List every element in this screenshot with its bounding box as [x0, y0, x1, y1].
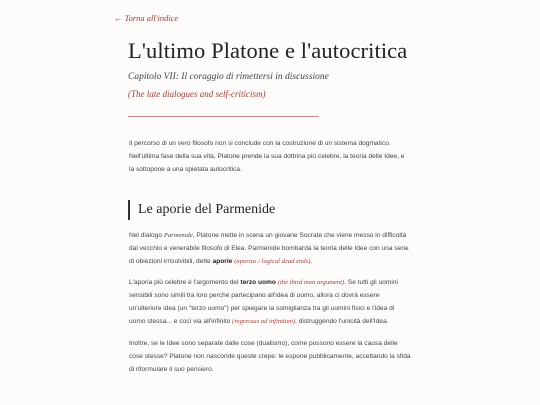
back-to-index-link[interactable]: ← Torna all'indice: [114, 13, 179, 23]
dialogue-title: Parmenide: [163, 232, 193, 239]
p1-text-c: .: [310, 258, 313, 265]
chapter-subtitle: Capitolo VII: Il coraggio di rimettersi in discussione: [128, 72, 329, 82]
intro-paragraph: Il percorso di un vero filosofo non si conclude con la costruzione di un sistema dogmatico. Nell'ultima fase della sua vita, Platone prende la sua dottrina più celebre, la teoria delle Idee, e la sottopone a una spietata autocritica.: [129, 140, 405, 173]
gloss-aporias: (aporias / logical dead ends): [234, 258, 311, 265]
p2-text-b: . Se tutti gli uomini sensibili sono simili tra loro perché partecipano all'idea di uomo, allora ci dovrà essere un'ulteriore idea (un "terzo uomo") per spiegare la somiglianza tra gli uomini fisici e l'idea di uomo stessa... e così via all'infinito: [129, 279, 399, 325]
p2-text-a: L'aporia più celebre è l'argomento del: [129, 279, 241, 286]
p2-text-c: , distruggendo l'unicità dell'Idea.: [295, 318, 389, 325]
page-title: L'ultimo Platone e l'autocritica: [128, 38, 408, 63]
paragraph-dualismo: Inoltre, se le Idee sono separate dalle cose (dualismo), come possono essere la causa delle cose stesse? Platone non nasconde queste crepe: le espone pubblicamente, accettando la sfida di riformulare il suo pensiero.: [129, 340, 411, 373]
gloss-regressus: (regressus ad infinitum): [232, 318, 296, 325]
section-heading-block: [128, 200, 275, 220]
term-aporie: aporie: [212, 258, 233, 265]
paragraph-parmenide: [129, 229, 411, 268]
chapter-subtitle-english: (The late dialogues and self-criticism): [128, 89, 266, 99]
term-terzo-uomo: terzo uomo: [240, 279, 276, 286]
p1-text-b: , Platone mette in scena un giovane Socrate che viene messo in difficoltà dal vecchio e venerabile filosofo di Elea. Parmenide bombarda la teoria delle Idee con una serie di obiezioni irrisolvibili, dette: [129, 232, 409, 265]
gloss-third-man: (the third man argument): [277, 279, 345, 286]
paragraph-terzo-uomo: [129, 276, 411, 328]
title-divider: [128, 116, 319, 117]
section-heading: Le aporie del Parmenide: [138, 202, 276, 217]
p1-text-a: Nel dialogo: [129, 232, 164, 239]
